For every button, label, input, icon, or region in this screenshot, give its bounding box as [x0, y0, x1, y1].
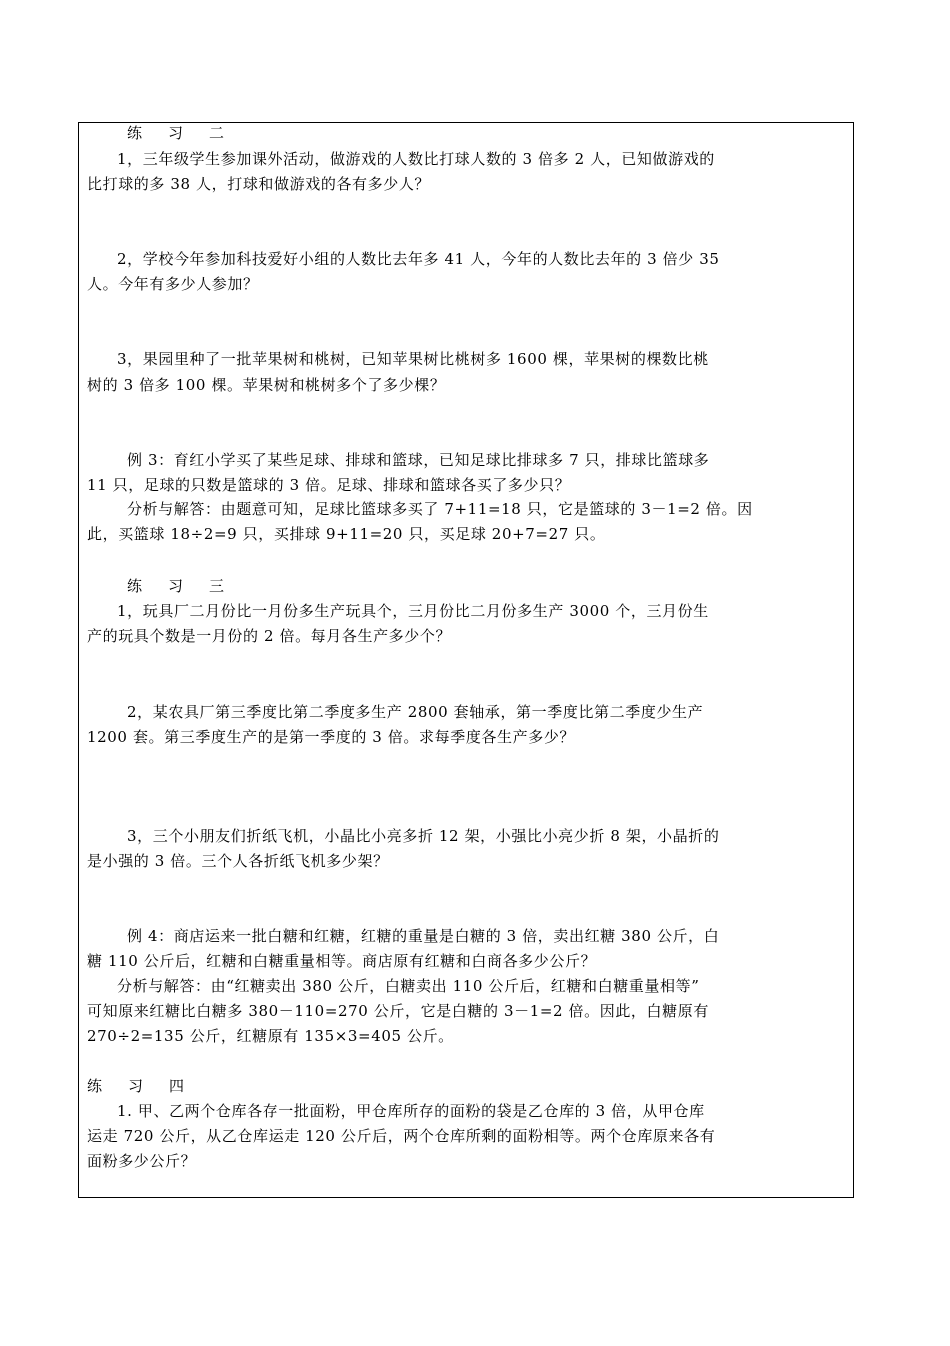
question-text: 1. 甲、乙两个仓库各存一批面粉，甲仓库所存的面粉的袋是乙仓库的 3 倍，从甲仓库 — [117, 1102, 705, 1120]
solution-text: 此，买篮球 18÷2=9 只，买排球 9+11=20 只，买足球 20+7=27 只。 — [87, 525, 606, 543]
question-text: 3，三个小朋友们折纸飞机，小晶比小亮多折 12 架，小强比小亮少折 8 架，小晶折的 — [127, 827, 720, 845]
solution-text: 可知原来红糖比白糖多 380－110=270 公斤，它是白糖的 3－1=2 倍。因此，白糖原有 — [87, 1002, 709, 1020]
question-text: 是小强的 3 倍。三个人各折纸飞机多少架？ — [87, 852, 389, 870]
heading-practice-2: 练 习 二 — [127, 124, 225, 142]
heading-practice-4: 练 习 四 — [87, 1077, 185, 1095]
question-text: 1200 套。第三季度生产的是第一季度的 3 倍。求每季度各生产多少？ — [87, 728, 576, 746]
heading-practice-3: 练 习 三 — [127, 577, 225, 595]
example-text: 例 4：商店运来一批白糖和红糖，红糖的重量是白糖的 3 倍，卖出红糖 380 公斤，白 — [127, 927, 720, 945]
question-text: 2，学校今年参加科技爱好小组的人数比去年多 41 人，今年的人数比去年的 3 倍少 35 — [117, 250, 720, 268]
question-text: 面粉多少公斤？ — [87, 1152, 197, 1170]
question-text: 人。今年有多少人参加？ — [87, 275, 259, 293]
question-text: 树的 3 倍多 100 棵。苹果树和桃树多个了多少棵？ — [87, 376, 446, 394]
solution-text: 分析与解答：由“红糖卖出 380 公斤，白糖卖出 110 公斤后，红糖和白糖重量相等” — [117, 977, 700, 995]
example-text: 例 3：育红小学买了某些足球、排球和篮球，已知足球比排球多 7 只，排球比篮球多 — [127, 451, 710, 469]
example-text: 糖 110 公斤后，红糖和白糖重量相等。商店原有红糖和白商各多少公斤？ — [87, 952, 597, 970]
solution-text: 分析与解答：由题意可知，足球比篮球多买了 7+11=18 只，它是篮球的 3－1=2 倍。因 — [127, 500, 753, 518]
example-text: 11 只，足球的只数是篮球的 3 倍。足球、排球和篮球各买了多少只？ — [87, 476, 571, 494]
question-text: 2，某农具厂第三季度比第二季度多生产 2800 套轴承，第一季度比第二季度少生产 — [127, 703, 704, 721]
question-text: 产的玩具个数是一月份的 2 倍。每月各生产多少个？ — [87, 627, 452, 645]
question-text: 1，三年级学生参加课外活动，做游戏的人数比打球人数的 3 倍多 2 人，已知做游戏的 — [117, 150, 715, 168]
question-text: 运走 720 公斤，从乙仓库运走 120 公斤后，两个仓库所剩的面粉相等。两个仓库原来各有 — [87, 1127, 716, 1145]
question-text: 1，玩具厂二月份比一月份多生产玩具个，三月份比二月份多生产 3000 个，三月份生 — [117, 602, 709, 620]
solution-text: 270÷2=135 公斤，红糖原有 135×3=405 公斤。 — [87, 1027, 454, 1045]
question-text: 3，果园里种了一批苹果树和桃树，已知苹果树比桃树多 1600 棵，苹果树的棵数比桃 — [117, 350, 709, 368]
question-text: 比打球的多 38 人，打球和做游戏的各有多少人？ — [87, 175, 431, 193]
